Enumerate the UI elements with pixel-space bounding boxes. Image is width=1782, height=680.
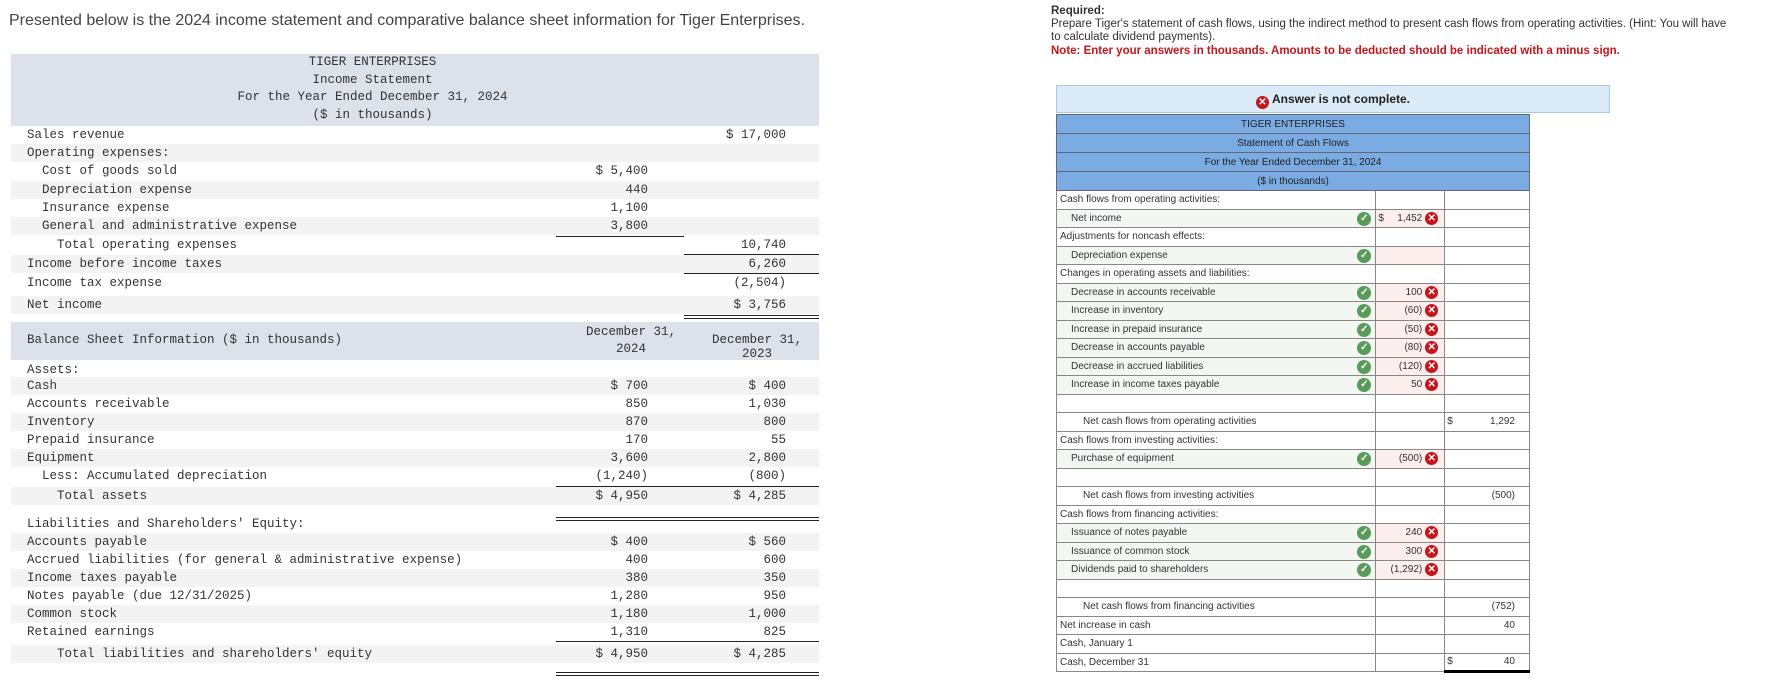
cf-row <box>1057 413 1530 432</box>
row-label: Depreciation expense <box>27 183 193 197</box>
cf-label-text: Adjustments for noncash effects: <box>1060 231 1205 243</box>
answer-status-text: Answer is not complete. <box>1271 92 1411 106</box>
error-icon: ✕ <box>1425 323 1438 336</box>
cf-row-label <box>1057 339 1376 358</box>
required-section <box>1051 5 1782 58</box>
cf-row <box>1057 653 1530 672</box>
row-value-col1: 870 <box>625 415 648 429</box>
row-value-col2: 2,800 <box>748 451 786 465</box>
cf-total-cell <box>1445 357 1530 376</box>
cf-total-cell <box>1445 579 1530 598</box>
cf-label-text: Net cash flows from financing activities <box>1083 601 1255 613</box>
row-label: Accounts payable <box>27 535 148 549</box>
cf-amount-input <box>1376 579 1445 598</box>
underline <box>684 273 819 274</box>
table-row <box>11 605 819 623</box>
cf-company-name: TIGER ENTERPRISES <box>1057 115 1530 134</box>
error-icon: ✕ <box>1425 563 1438 576</box>
cf-amount-input <box>1376 635 1445 654</box>
cf-row <box>1057 191 1530 210</box>
cf-row <box>1057 357 1530 376</box>
table-row <box>11 126 819 144</box>
table-row <box>11 144 819 162</box>
cf-row-label <box>1057 524 1376 543</box>
cf-label-text: Decrease in accrued liabilities <box>1071 360 1204 372</box>
table-row <box>11 587 819 605</box>
col-2024-line2: 2024 <box>615 342 646 356</box>
cf-amount-input[interactable] <box>1376 450 1445 469</box>
error-icon: ✕ <box>1425 452 1438 465</box>
row-value-col2: 10,740 <box>740 238 786 252</box>
error-icon: ✕ <box>1425 378 1438 391</box>
row-value-col1: $ 700 <box>610 379 648 393</box>
cf-row <box>1057 228 1530 247</box>
underline <box>684 672 819 676</box>
cf-total-cell <box>1445 283 1530 302</box>
row-value-col2: 1,030 <box>748 397 786 411</box>
cf-row-label <box>1057 542 1376 561</box>
error-icon: ✕ <box>1425 304 1438 317</box>
cf-amount-input <box>1376 431 1445 450</box>
cf-amount-input <box>1376 191 1445 210</box>
cf-amount-input[interactable] <box>1376 542 1445 561</box>
error-icon: ✕ <box>1425 212 1438 225</box>
cf-row <box>1057 320 1530 339</box>
underline <box>556 236 684 237</box>
balance-sheet-header <box>11 322 819 360</box>
required-note: Note: Enter your answers in thousands. Amounts to be deducted should be indicated with a minus sign. <box>1051 44 1620 57</box>
underline <box>684 254 819 255</box>
row-value-col2: $ 17,000 <box>725 128 786 142</box>
check-icon: ✓ <box>1357 212 1371 226</box>
cf-row-label <box>1057 653 1376 672</box>
row-label: Equipment <box>27 451 95 465</box>
cf-label-text: Cash, January 1 <box>1060 638 1133 650</box>
row-label: Cash <box>27 379 58 393</box>
row-label: Total liabilities and shareholders' equity <box>27 647 373 661</box>
row-label: Sales revenue <box>27 128 125 142</box>
cf-label-text: Changes in operating assets and liabilities: <box>1060 268 1250 280</box>
check-icon: ✓ <box>1357 341 1371 355</box>
table-row <box>11 162 819 180</box>
cf-period: For the Year Ended December 31, 2024 <box>1057 153 1530 172</box>
table-row <box>11 395 819 413</box>
row-value-col1: 1,180 <box>610 607 648 621</box>
cf-total-value: 1,292 <box>1489 416 1515 428</box>
cf-amount-input[interactable] <box>1376 246 1445 265</box>
company-name: TIGER ENTERPRISES <box>308 55 437 69</box>
cf-total-cell <box>1445 468 1530 487</box>
col-2024-header <box>567 324 695 358</box>
check-icon: ✓ <box>1357 378 1371 392</box>
row-value-col1: 850 <box>625 397 648 411</box>
cf-total-cell <box>1445 542 1530 561</box>
cf-row <box>1057 598 1530 617</box>
cf-row-label <box>1057 246 1376 265</box>
table-row <box>11 449 819 467</box>
cf-total-cell <box>1445 561 1530 580</box>
row-value-col1: $ 4,950 <box>595 647 648 661</box>
cf-row-label <box>1057 505 1376 524</box>
row-value-col1: $ 4,950 <box>595 489 648 503</box>
cf-amount-value: (120) <box>1398 360 1423 372</box>
row-value-col2: 950 <box>763 589 786 603</box>
balance-sheet-title: Balance Sheet Information ($ in thousands) <box>27 333 343 347</box>
cf-amount-input <box>1376 487 1445 506</box>
row-label: Insurance expense <box>27 201 170 215</box>
table-row <box>11 255 819 273</box>
cf-row-label <box>1057 579 1376 598</box>
cf-row <box>1057 302 1530 321</box>
cf-label-text: Decrease in accounts receivable <box>1071 286 1216 298</box>
col-2024-line1: December 31, <box>585 325 676 339</box>
cf-label-text: Net cash flows from investing activities <box>1083 490 1255 502</box>
cf-total-cell <box>1445 246 1530 265</box>
cf-row <box>1057 505 1530 524</box>
cf-row <box>1057 265 1530 284</box>
row-value-col2: $ 560 <box>748 535 786 549</box>
underline <box>684 486 819 487</box>
cf-amount-input <box>1376 413 1445 432</box>
error-icon: ✕ <box>1425 526 1438 539</box>
cf-row <box>1057 209 1530 228</box>
cf-row-label <box>1057 616 1376 635</box>
error-icon: ✕ <box>1425 360 1438 373</box>
cf-amount-input[interactable] <box>1376 320 1445 339</box>
row-label: Liabilities and Shareholders' Equity: <box>27 517 305 531</box>
row-value-col1: 170 <box>625 433 648 447</box>
col-2023-header: December 31, 2023 <box>711 333 802 361</box>
table-row <box>11 217 819 235</box>
row-label: Total assets <box>27 489 148 503</box>
cf-row-label <box>1057 191 1376 210</box>
cf-total-cell <box>1445 524 1530 543</box>
cf-total-value: 40 <box>1503 619 1515 631</box>
cf-total-cell <box>1445 209 1530 228</box>
cf-amount-input[interactable] <box>1376 357 1445 376</box>
row-label: Income taxes payable <box>27 571 178 585</box>
cf-row <box>1057 487 1530 506</box>
cf-label-text: Dividends paid to shareholders <box>1071 564 1209 576</box>
required-text-2: to calculate dividend payments). <box>1051 31 1216 44</box>
row-value-col2: $ 3,756 <box>733 298 786 312</box>
cf-label-text: Increase in prepaid insurance <box>1071 323 1203 335</box>
cf-row-label <box>1057 468 1376 487</box>
table-row <box>11 533 819 551</box>
cf-total-cell <box>1445 413 1530 432</box>
row-value-col2: $ 4,285 <box>733 647 786 661</box>
row-label: Retained earnings <box>27 625 155 639</box>
row-value-col1: 3,800 <box>610 219 648 233</box>
table-row <box>11 181 819 199</box>
row-value-col2: $ 4,285 <box>733 489 786 503</box>
cf-label-text: Net cash flows from operating activities <box>1083 416 1257 428</box>
row-label: Common stock <box>27 607 118 621</box>
cf-amount-input <box>1376 653 1445 672</box>
cash-flow-statement-table <box>1056 114 1530 673</box>
cf-amount-value: 50 <box>1411 379 1423 391</box>
cf-label-text: Cash, December 31 <box>1060 656 1149 668</box>
table-row <box>11 377 819 395</box>
cf-total-cell <box>1445 302 1530 321</box>
cf-row <box>1057 579 1530 598</box>
cf-units: ($ in thousands) <box>1057 172 1530 191</box>
row-label: Less: Accumulated depreciation <box>27 469 268 483</box>
cf-row <box>1057 246 1530 265</box>
cf-amount-value: (60) <box>1404 305 1423 317</box>
row-value-col1: $ 400 <box>610 535 648 549</box>
cf-amount-value: (500) <box>1398 453 1423 465</box>
cf-total-cell <box>1445 598 1530 617</box>
cf-amount-value: 100 <box>1405 286 1423 298</box>
table-row <box>11 645 819 663</box>
cf-total-cell <box>1445 616 1530 635</box>
cf-amount-value: (50) <box>1404 323 1423 335</box>
cf-amount-input <box>1376 505 1445 524</box>
cf-label-text: Cash flows from financing activities: <box>1060 508 1219 520</box>
row-value-col2: 6,260 <box>748 257 786 271</box>
cf-total-cell <box>1445 505 1530 524</box>
row-value-col1: (1,240) <box>595 469 648 483</box>
cf-total-value: 40 <box>1503 656 1515 668</box>
check-icon: ✓ <box>1357 304 1371 318</box>
cf-amount-input[interactable] <box>1376 283 1445 302</box>
cf-total-cell <box>1445 394 1530 413</box>
check-icon: ✓ <box>1357 545 1371 559</box>
table-row <box>11 413 819 431</box>
cf-total-cell <box>1445 635 1530 654</box>
table-row <box>11 569 819 587</box>
cf-label-text: Purchase of equipment <box>1071 453 1174 465</box>
cf-title: Statement of Cash Flows <box>1057 134 1530 153</box>
cf-total-cell <box>1445 487 1530 506</box>
table-row <box>11 199 819 217</box>
cf-row-label <box>1057 487 1376 506</box>
underline <box>684 315 819 319</box>
cf-row <box>1057 616 1530 635</box>
cf-label-text: Increase in income taxes payable <box>1071 379 1220 391</box>
table-row <box>11 467 819 485</box>
cf-total-value: (500) <box>1491 490 1515 502</box>
cf-total-cell <box>1445 228 1530 247</box>
statement-period: For the Year Ended December 31, 2024 <box>237 90 508 104</box>
row-value-col1: 1,310 <box>610 625 648 639</box>
cf-amount-input <box>1376 616 1445 635</box>
statement-units: ($ in thousands) <box>312 107 433 122</box>
check-icon: ✓ <box>1357 563 1371 577</box>
row-value-col2: 800 <box>763 415 786 429</box>
check-icon: ✓ <box>1357 323 1371 337</box>
row-label: Accounts receivable <box>27 397 170 411</box>
row-value-col2: 825 <box>763 625 786 639</box>
table-row <box>11 623 819 641</box>
row-value-col1: 3,600 <box>610 451 648 465</box>
cf-amount-input <box>1376 468 1445 487</box>
underline <box>556 641 684 642</box>
underline <box>684 641 819 642</box>
underline <box>556 517 684 521</box>
table-row <box>11 431 819 449</box>
row-label: Notes payable (due 12/31/2025) <box>27 589 253 603</box>
cf-total-cell <box>1445 653 1530 672</box>
cf-row <box>1057 394 1530 413</box>
dollar-sign: $ <box>1447 656 1453 668</box>
cf-row-label <box>1057 228 1376 247</box>
cf-label-text: Increase in inventory <box>1071 305 1164 317</box>
income-statement-header <box>11 54 819 126</box>
cf-row-label <box>1057 357 1376 376</box>
cf-amount-input[interactable] <box>1376 524 1445 543</box>
cf-total-cell <box>1445 265 1530 284</box>
row-label: Cost of goods sold <box>27 164 178 178</box>
cf-row-label <box>1057 635 1376 654</box>
row-value-col1: 400 <box>625 553 648 567</box>
row-label: General and administrative expense <box>27 219 298 233</box>
cf-label-text: Net increase in cash <box>1060 619 1151 631</box>
dollar-sign: $ <box>1447 416 1453 428</box>
check-icon: ✓ <box>1357 360 1371 374</box>
row-label: Net income <box>27 298 103 312</box>
cf-row-label <box>1057 302 1376 321</box>
cf-label-text: Depreciation expense <box>1071 249 1168 261</box>
cf-total-cell <box>1445 431 1530 450</box>
cf-row <box>1057 561 1530 580</box>
cf-label-text: Issuance of notes payable <box>1071 527 1188 539</box>
cf-row <box>1057 376 1530 395</box>
cf-row-label <box>1057 209 1376 228</box>
cf-amount-input <box>1376 598 1445 617</box>
cf-row <box>1057 450 1530 469</box>
cf-label-text: Issuance of common stock <box>1071 545 1190 557</box>
cf-amount-input[interactable] <box>1376 339 1445 358</box>
row-value-col1: $ 5,400 <box>595 164 648 178</box>
cf-amount-input <box>1376 228 1445 247</box>
cf-amount-value: 240 <box>1405 527 1423 539</box>
row-value-col2: (2,504) <box>733 276 786 290</box>
error-icon: ✕ <box>1425 545 1438 558</box>
cf-amount-input[interactable] <box>1376 561 1445 580</box>
table-row <box>11 274 819 292</box>
row-value-col2: $ 400 <box>748 379 786 393</box>
cf-amount-value: (1,292) <box>1390 564 1423 576</box>
cf-amount-input[interactable] <box>1376 376 1445 395</box>
cf-row-label <box>1057 431 1376 450</box>
row-value-col2: (800) <box>748 469 786 483</box>
cf-total-cell <box>1445 191 1530 210</box>
error-icon: ✕ <box>1425 341 1438 354</box>
row-label: Operating expenses: <box>27 146 170 160</box>
cf-row <box>1057 524 1530 543</box>
cf-row <box>1057 468 1530 487</box>
table-row <box>11 296 819 314</box>
row-value-col2: 55 <box>770 433 786 447</box>
underline <box>684 517 819 521</box>
table-row <box>11 236 819 254</box>
cf-row <box>1057 339 1530 358</box>
row-value-col2: 600 <box>763 553 786 567</box>
cf-label-text: Decrease in accounts payable <box>1071 342 1205 354</box>
statement-title: Income Statement <box>312 72 433 87</box>
cf-row-label <box>1057 561 1376 580</box>
required-heading: Required: <box>1051 5 1105 17</box>
cf-row <box>1057 283 1530 302</box>
row-label: Total operating expenses <box>27 238 238 252</box>
cf-amount-input[interactable] <box>1376 302 1445 321</box>
cf-amount-value: (80) <box>1404 342 1423 354</box>
underline <box>556 486 684 487</box>
cf-row <box>1057 635 1530 654</box>
cf-label-text: Cash flows from operating activities: <box>1060 194 1221 206</box>
cf-total-value: (752) <box>1491 601 1515 613</box>
row-value-col1: 1,280 <box>610 589 648 603</box>
check-icon: ✓ <box>1357 526 1371 540</box>
row-label: Inventory <box>27 415 95 429</box>
row-label: Prepaid insurance <box>27 433 155 447</box>
cf-row <box>1057 542 1530 561</box>
cf-row-label <box>1057 265 1376 284</box>
dollar-sign: $ <box>1378 212 1384 224</box>
row-value-col2: 1,000 <box>748 607 786 621</box>
cf-amount-input <box>1376 265 1445 284</box>
cf-amount-input <box>1376 394 1445 413</box>
cf-row-label <box>1057 283 1376 302</box>
row-label: Income before income taxes <box>27 257 223 271</box>
cf-amount-value: 1,452 <box>1397 212 1423 224</box>
cf-amount-value: 300 <box>1405 545 1423 557</box>
cf-row-label <box>1057 394 1376 413</box>
row-value-col1: 440 <box>625 183 648 197</box>
required-text: Prepare Tiger's statement of cash flows, using the indirect method to present cash flows from operating activities. (Hint: You will have <box>1051 18 1727 31</box>
cf-row-label <box>1057 320 1376 339</box>
row-label: Income tax expense <box>27 276 163 290</box>
table-row <box>11 487 819 505</box>
check-icon: ✓ <box>1357 452 1371 466</box>
error-icon: ✕ <box>1256 96 1269 109</box>
cf-row-label <box>1057 598 1376 617</box>
cf-total-cell <box>1445 320 1530 339</box>
cf-row-label <box>1057 376 1376 395</box>
check-icon: ✓ <box>1357 286 1371 300</box>
cf-total-cell <box>1445 450 1530 469</box>
cf-label-text: Cash flows from investing activities: <box>1060 434 1218 446</box>
row-label: Assets: <box>27 363 80 377</box>
cf-row-label <box>1057 413 1376 432</box>
check-icon: ✓ <box>1357 249 1371 263</box>
error-icon: ✕ <box>1425 286 1438 299</box>
cf-label-text: Net income <box>1071 212 1122 224</box>
row-value-col1: 1,100 <box>610 201 648 215</box>
cf-total-cell <box>1445 339 1530 358</box>
cf-row-label <box>1057 450 1376 469</box>
row-value-col2: 350 <box>763 571 786 585</box>
cf-amount-input[interactable] <box>1376 209 1445 228</box>
cf-row <box>1057 431 1530 450</box>
cf-total-cell <box>1445 376 1530 395</box>
intro-text: Presented below is the 2024 income statement and comparative balance sheet information for Tiger Enterprises. <box>9 12 805 29</box>
underline <box>556 672 684 676</box>
table-row <box>11 551 819 569</box>
answer-status-banner <box>1056 85 1610 113</box>
row-label: Accrued liabilities (for general & administrative expense) <box>27 553 463 567</box>
row-value-col1: 380 <box>625 571 648 585</box>
